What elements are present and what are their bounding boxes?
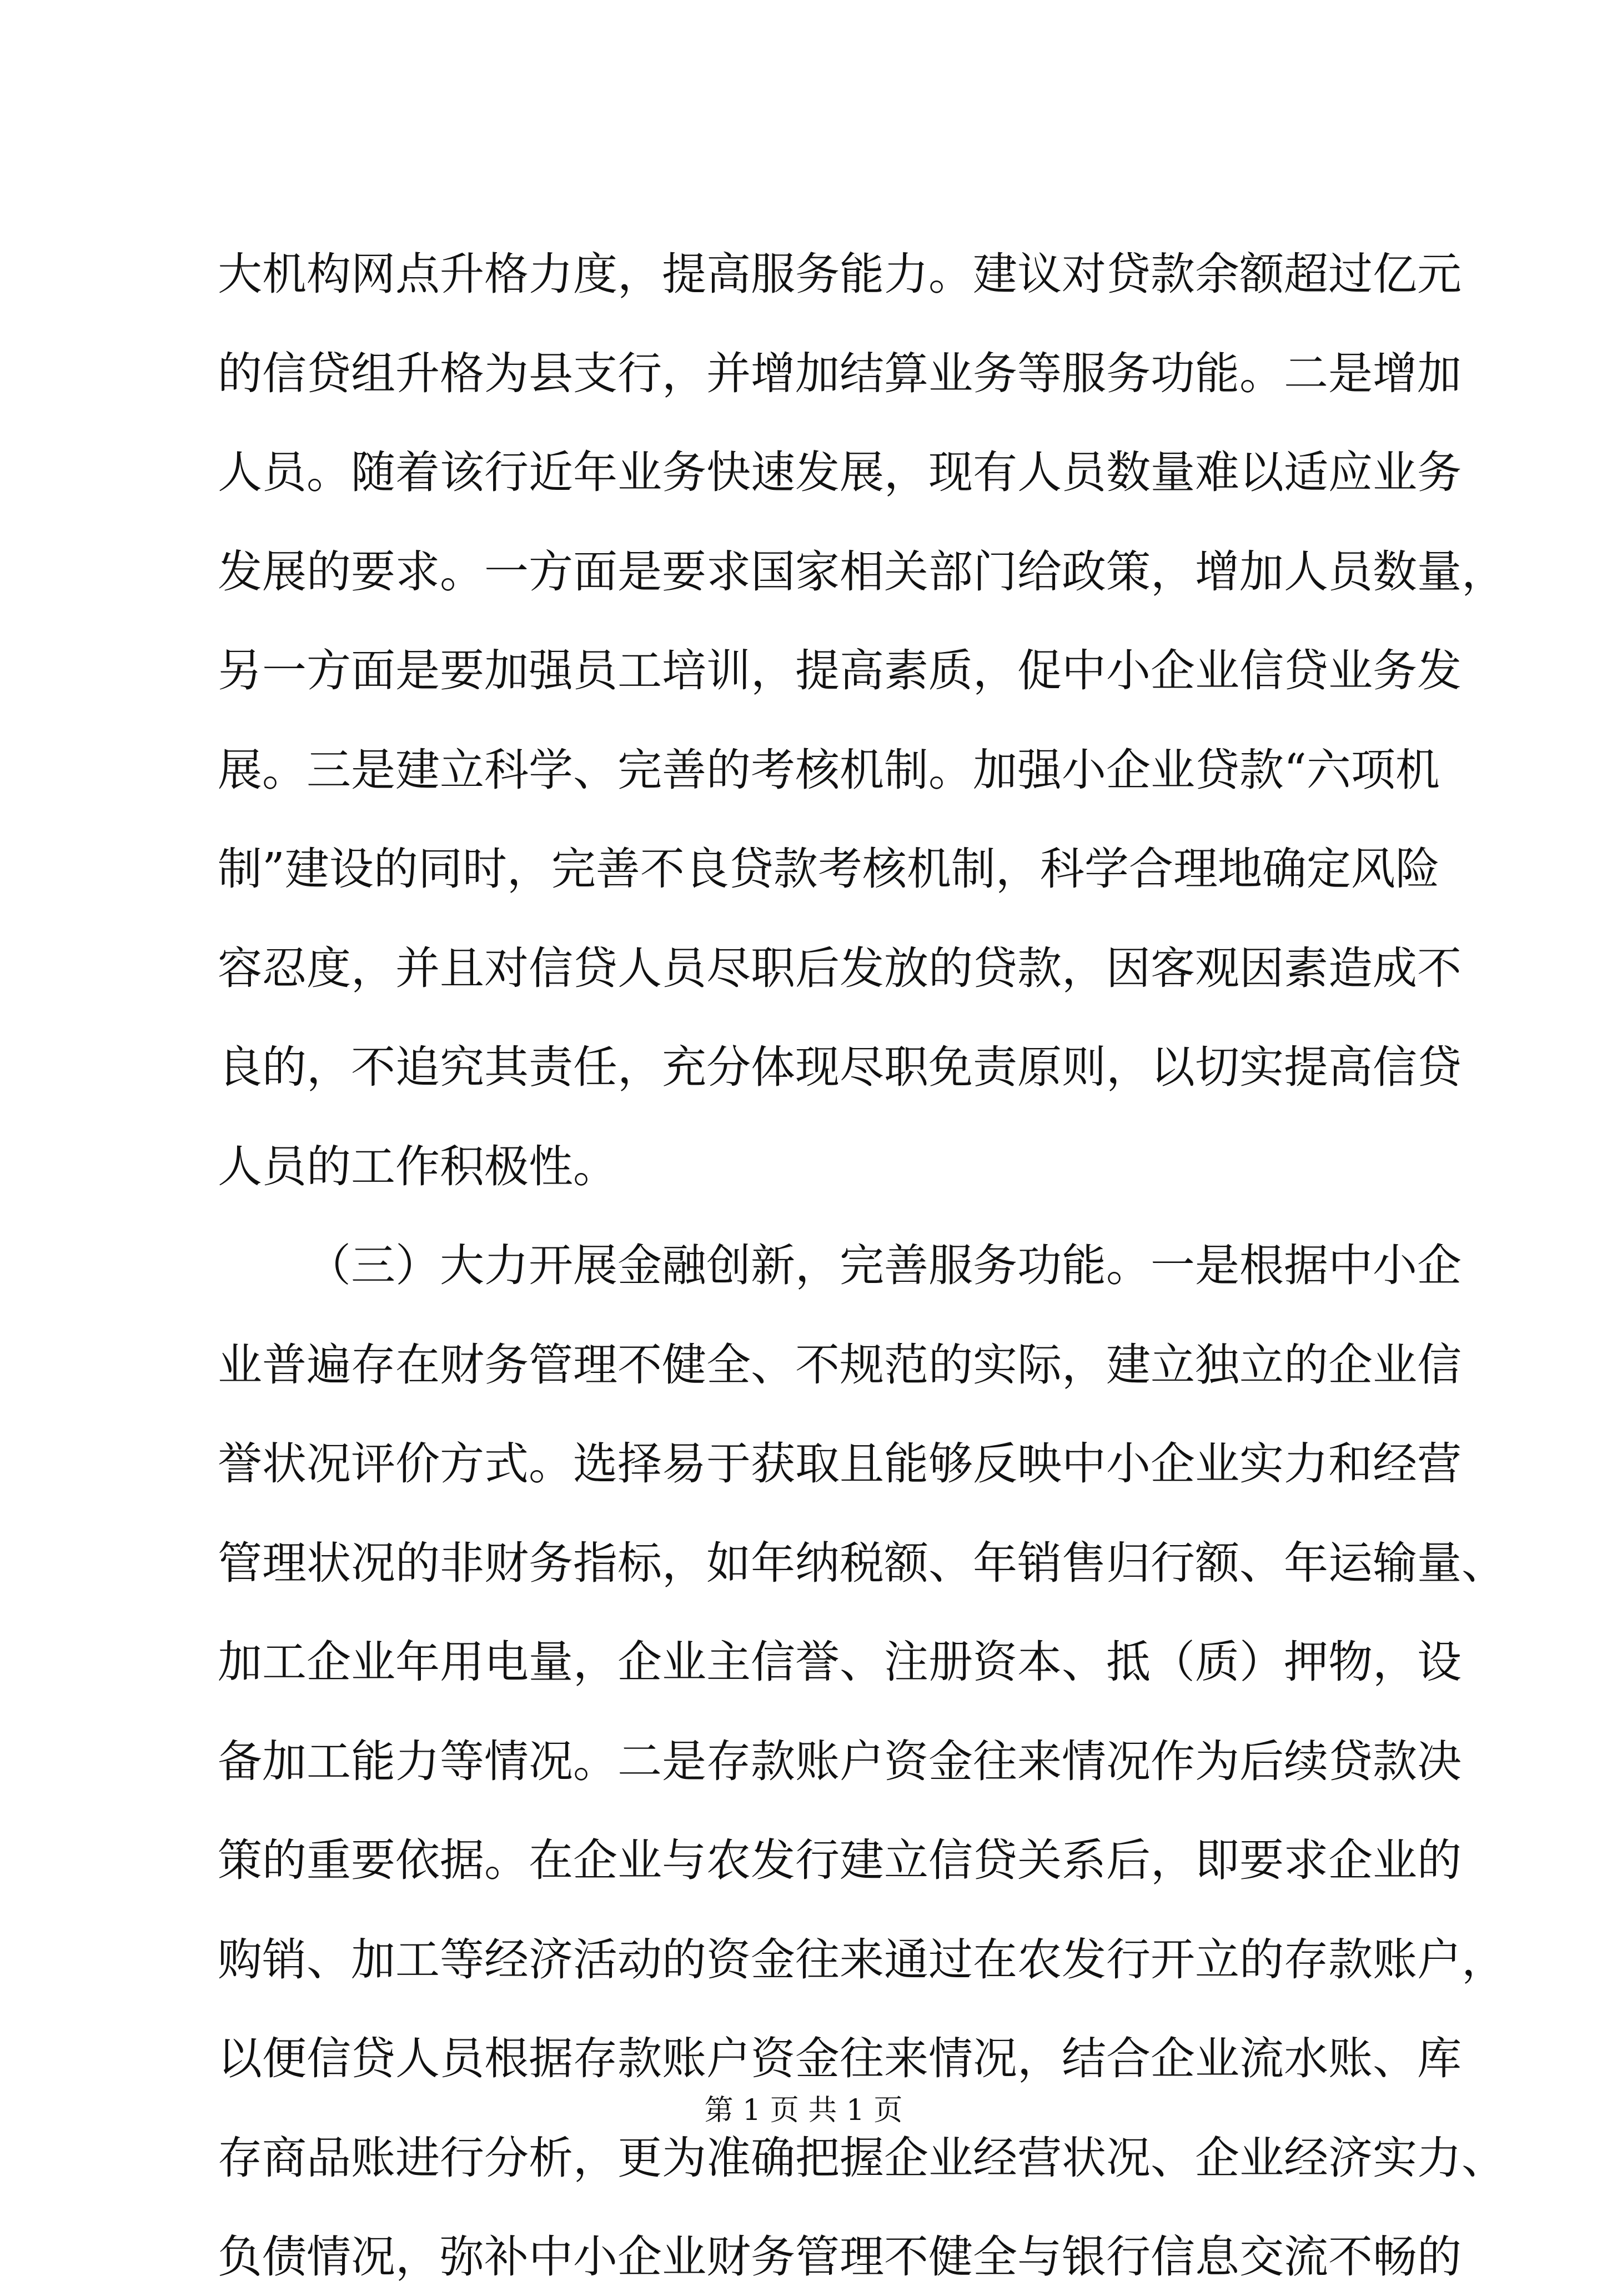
- text-line: 誉状况评价方式。选择易于获取且能够反映中小企业实力和经营: [218, 1438, 1462, 1490]
- text-line: 大机构网点升格力度，提高服务能力。建议对贷款余额超过亿元: [218, 248, 1462, 300]
- text-line: 人员。随着该行近年业务快速发展，现有人员数量难以适应业务: [218, 447, 1462, 498]
- text-line: 管理状况的非财务指标，如年纳税额、年销售归行额、年运输量、: [218, 1537, 1506, 1589]
- text-line: 容忍度，并且对信贷人员尽职后发放的贷款，因客观因素造成不: [218, 942, 1462, 994]
- text-line: 人员的工作积极性。: [218, 1140, 617, 1192]
- page-footer: 第 1 页 共 1 页: [704, 2094, 903, 2127]
- text-line: 展。三是建立科学、完善的考核机制。加强小企业贷款“六项机: [218, 744, 1440, 796]
- text-line: 另一方面是要加强员工培训，提高素质，促中小企业信贷业务发: [218, 645, 1462, 696]
- text-line: 加工企业年用电量，企业主信誉、注册资本、抵（质）押物，设: [218, 1636, 1462, 1688]
- text-line: 良的，不追究其责任，充分体现尽职免责原则，以切实提高信贷: [218, 1041, 1462, 1093]
- text-line: 的信贷组升格为县支行，并增加结算业务等服务功能。二是增加: [218, 347, 1462, 399]
- text-line: 制”建设的同时，完善不良贷款考核机制，科学合理地确定风险: [218, 843, 1440, 895]
- text-line: 购销、加工等经济活动的资金往来通过在农发行开立的存款账户，: [218, 1933, 1506, 1986]
- text-line: 存商品账进行分析，更为准确把握企业经营状况、企业经济实力、: [218, 2132, 1506, 2184]
- text-line: 策的重要依据。在企业与农发行建立信贷关系后，即要求企业的: [218, 1834, 1462, 1886]
- text-line: 负债情况，弥补中小企业财务管理不健全与银行信息交流不畅的: [218, 2231, 1462, 2283]
- text-line: 备加工能力等情况。二是存款账户资金往来情况作为后续贷款决: [218, 1735, 1462, 1787]
- text-line: （三）大力开展金融创新，完善服务功能。一是根据中小企: [307, 1240, 1462, 1291]
- text-line: 以便信贷人员根据存款账户资金往来情况，结合企业流水账、库: [218, 2033, 1462, 2084]
- text-line: 业普遍存在财务管理不健全、不规范的实际，建立独立的企业信: [218, 1339, 1462, 1391]
- text-line: 发展的要求。一方面是要求国家相关部门给政策，增加人员数量，: [218, 545, 1506, 598]
